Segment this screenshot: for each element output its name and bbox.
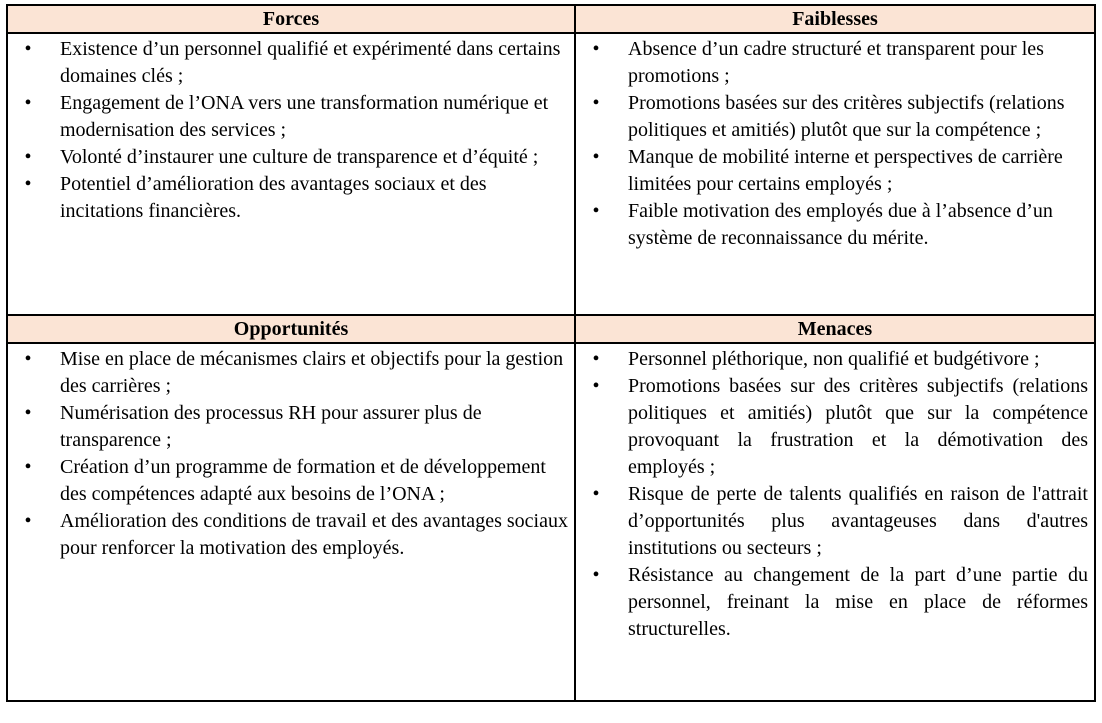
menaces-item-text: Risque de perte de talents qualifiés en raison de l'attrait d’opportunités plus avantageuses dans d'autres institutions ou secteurs ; — [628, 483, 1088, 559]
bullet-icon: • — [24, 402, 32, 424]
forces-item-text: Engagement de l’ONA vers une transformation numérique et modernisation des services ; — [60, 92, 549, 141]
menaces-item-text: Résistance au changement de la part d’une partie du personnel, freinant la mise en place de réformes structurelles. — [628, 564, 1088, 640]
bullet-icon: • — [24, 173, 32, 195]
list-item — [576, 36, 1088, 90]
forces-item-text: Potentiel d’amélioration des avantages sociaux et des incitations financières. — [60, 173, 487, 222]
menaces-title: Menaces — [797, 318, 873, 340]
bullet-icon: • — [24, 38, 32, 60]
list-item — [576, 373, 1088, 481]
opportunites-header — [7, 315, 575, 343]
faiblesses-header — [575, 5, 1095, 33]
faiblesses-item-text: Faible motivation des employés due à l’absence d’un système de reconnaissance du mérite. — [628, 200, 1053, 249]
opportunites-title: Opportunités — [233, 318, 349, 340]
list-item — [576, 198, 1088, 252]
forces-title: Forces — [262, 8, 320, 30]
faiblesses-item-text: Promotions basées sur des critères subjectifs (relations politiques et amitiés) plutôt que sur la compétence ; — [628, 92, 1065, 141]
list-item — [576, 90, 1088, 144]
bullet-icon: • — [24, 456, 32, 478]
forces-list — [8, 34, 574, 225]
opportunites-item-text: Création d’un programme de formation et de développement des compétences adapté aux besoins de l’ONA ; — [60, 456, 546, 505]
forces-item-text: Volonté d’instaurer une culture de transparence et d’équité ; — [60, 146, 539, 168]
forces-header — [7, 5, 575, 33]
forces-item-text: Existence d’un personnel qualifié et expérimenté dans certains domaines clés ; — [60, 38, 561, 87]
bullet-icon: • — [592, 146, 600, 168]
opportunites-item-text: Amélioration des conditions de travail et des avantages sociaux pour renforcer la motivation des employés. — [60, 510, 568, 559]
faiblesses-list — [576, 34, 1094, 252]
bullet-icon: • — [592, 92, 600, 114]
bullet-icon: • — [592, 200, 600, 222]
faiblesses-item-text: Manque de mobilité interne et perspectives de carrière limitées pour certains employés ; — [628, 146, 1063, 195]
bullet-icon: • — [592, 348, 600, 370]
menaces-item-text: Personnel pléthorique, non qualifié et budgétivore ; — [628, 348, 1040, 370]
menaces-item-text: Promotions basées sur des critères subjectifs (relations politiques et amitiés) plutôt que sur la compétence provoquant la frustration et la démotivation des employés ; — [628, 375, 1088, 478]
bullet-icon: • — [592, 38, 600, 60]
bullet-icon: • — [24, 510, 32, 532]
list-item — [576, 562, 1088, 643]
list-item — [8, 144, 568, 171]
faiblesses-title: Faiblesses — [792, 8, 878, 30]
list-item — [8, 171, 568, 225]
list-item — [8, 508, 568, 562]
bullet-icon: • — [592, 375, 600, 397]
bullet-icon: • — [24, 348, 32, 370]
list-item — [8, 454, 568, 508]
menaces-list — [576, 344, 1094, 643]
bullet-icon: • — [24, 92, 32, 114]
faiblesses-item-text: Absence d’un cadre structuré et transparent pour les promotions ; — [628, 38, 1044, 87]
menaces-header — [575, 315, 1095, 343]
bullet-icon: • — [592, 564, 600, 586]
list-item — [576, 144, 1088, 198]
list-item — [8, 90, 568, 144]
bullet-icon: • — [592, 483, 600, 505]
list-item — [576, 346, 1088, 373]
opportunites-item-text: Mise en place de mécanismes clairs et objectifs pour la gestion des carrières ; — [60, 348, 564, 397]
faiblesses-cell — [575, 33, 1095, 315]
opportunites-item-text: Numérisation des processus RH pour assurer plus de transparence ; — [60, 402, 482, 451]
opportunites-list — [8, 344, 574, 562]
list-item — [576, 481, 1088, 562]
list-item — [8, 346, 568, 400]
forces-cell — [7, 33, 575, 315]
bullet-icon: • — [24, 146, 32, 168]
menaces-cell — [575, 343, 1095, 701]
opportunites-cell — [7, 343, 575, 701]
swot-table — [6, 4, 1096, 702]
list-item — [8, 36, 568, 90]
list-item — [8, 400, 568, 454]
